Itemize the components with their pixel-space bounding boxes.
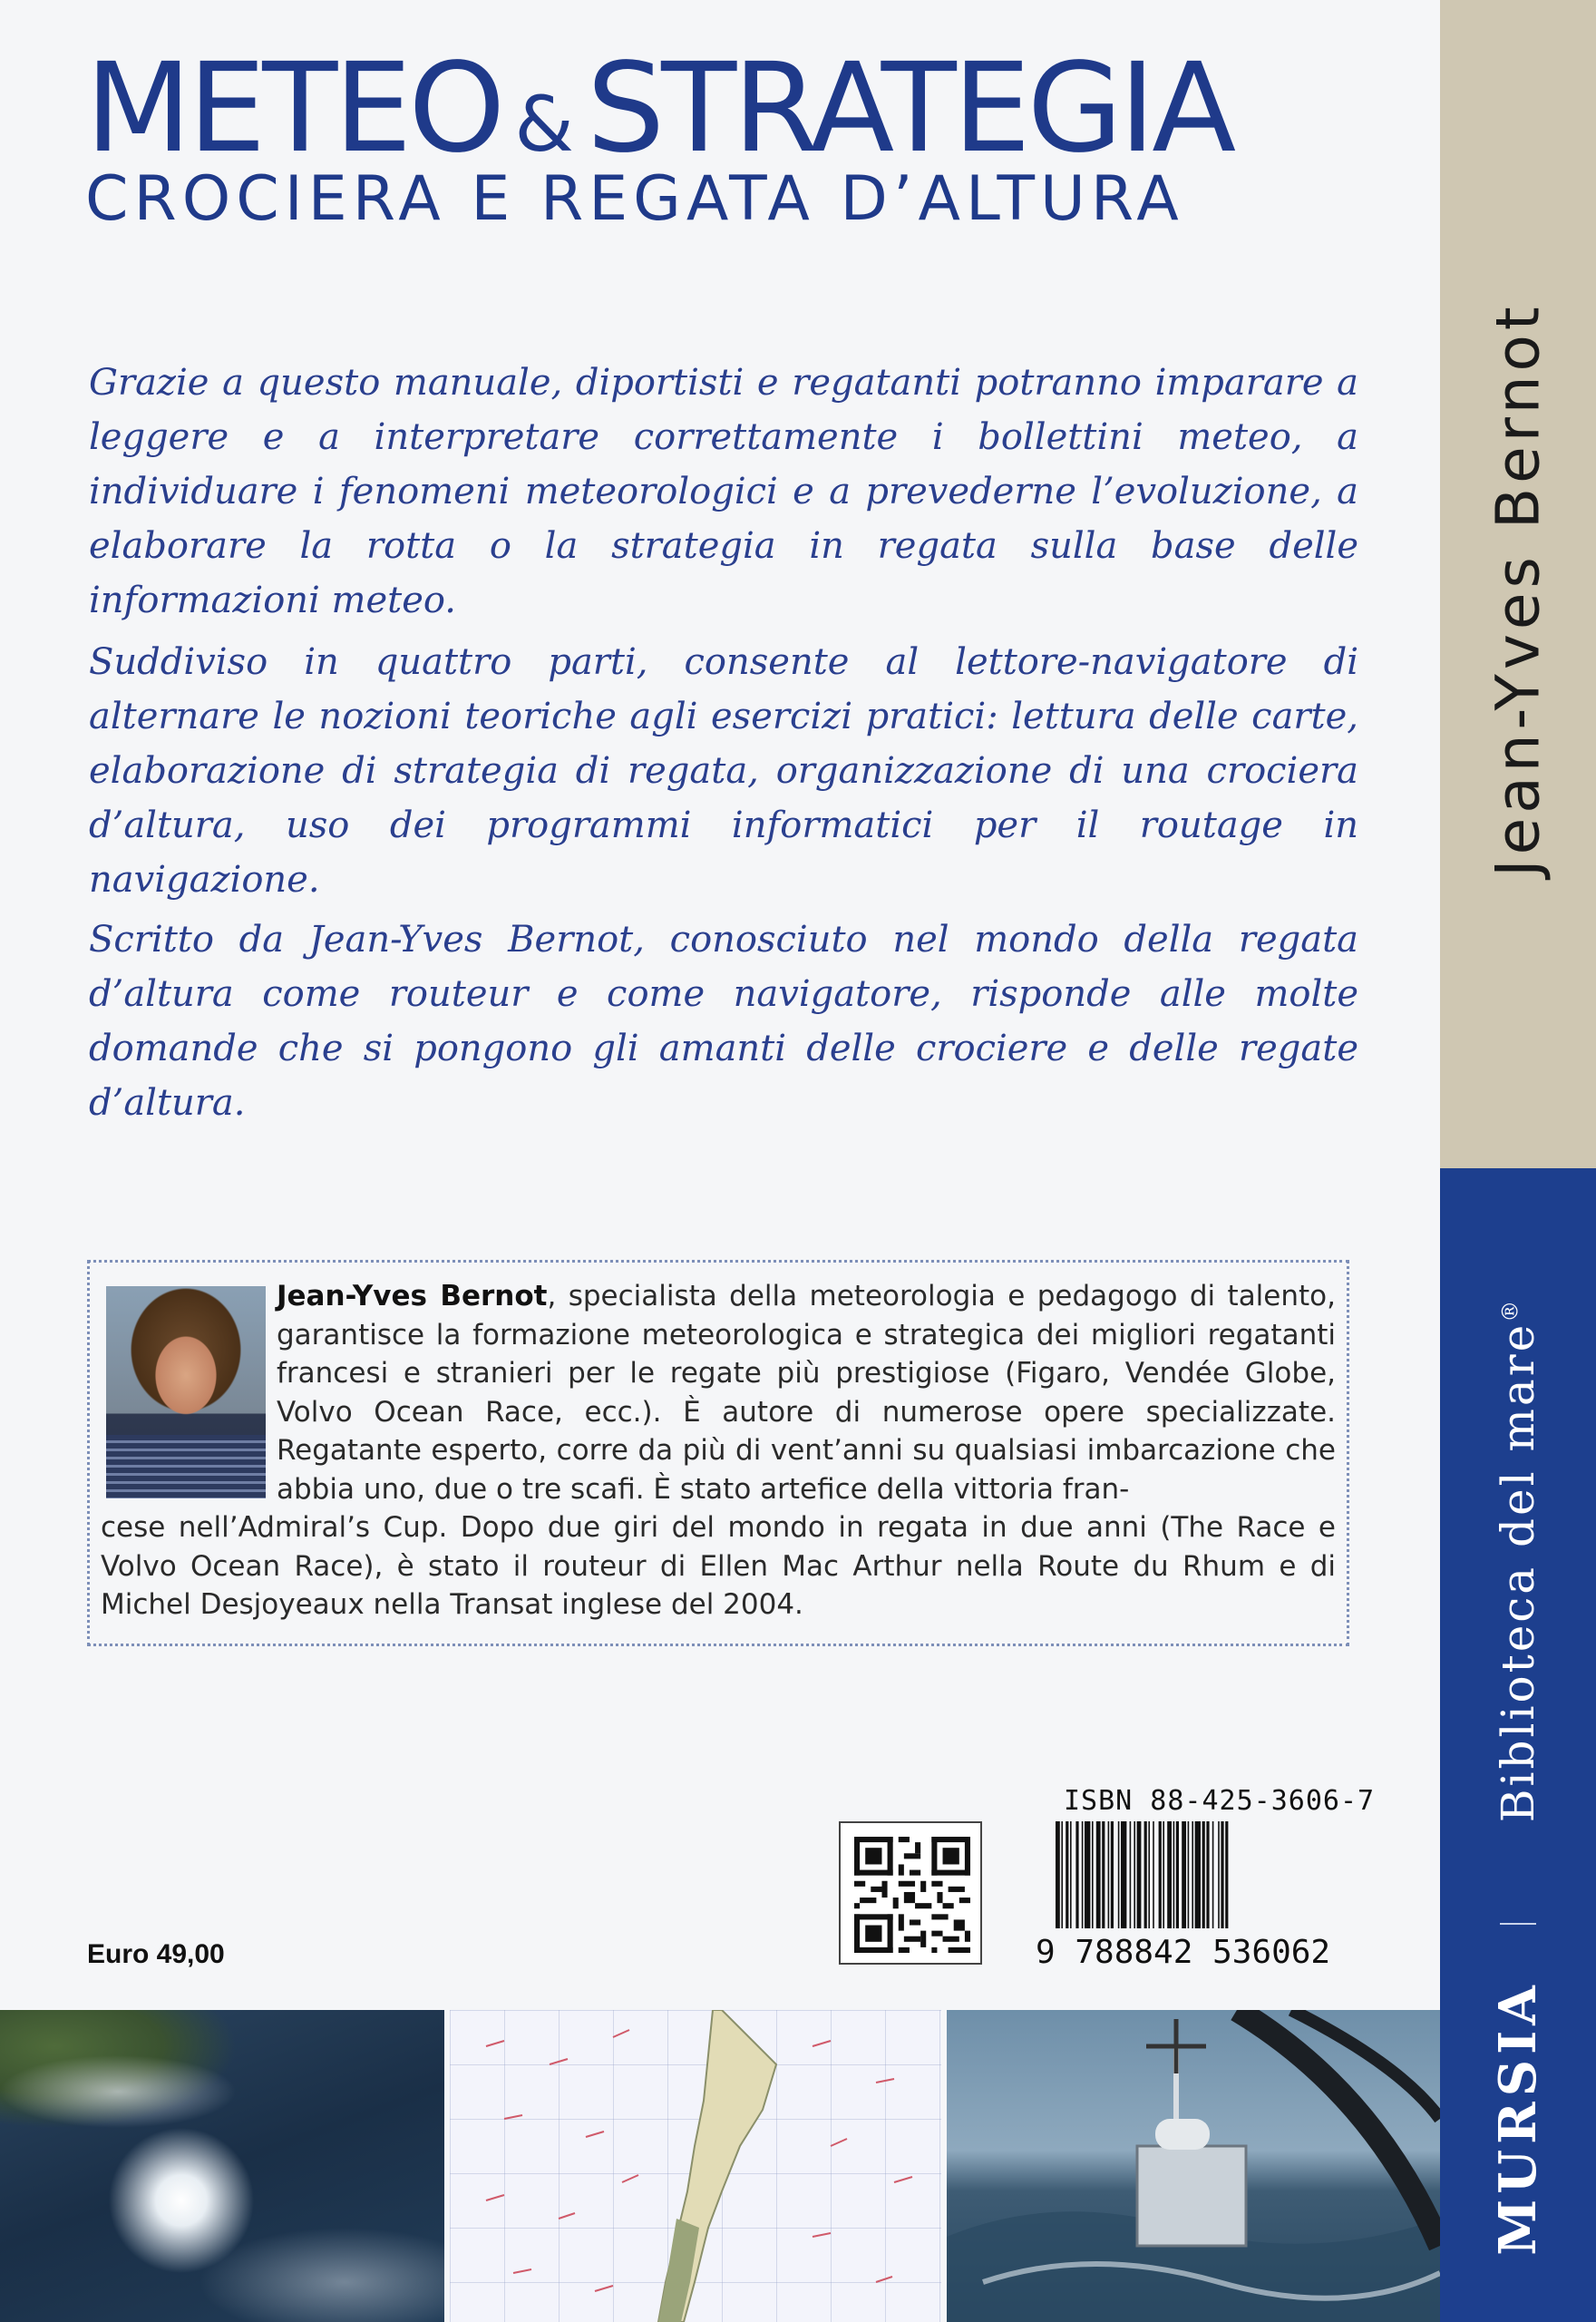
price-label: Euro 49,00: [87, 1939, 225, 1969]
weather-chart-graphic: [450, 2010, 941, 2322]
sailboat-graphic: [947, 2010, 1440, 2322]
ean-digits: 9 788842 536062: [1036, 1934, 1331, 1971]
registered-mark: ®: [1497, 1297, 1523, 1322]
title-word-strategia: STRATEGIA: [586, 37, 1233, 180]
spine-author: Jean-Yves Bernot: [1483, 302, 1553, 877]
author-photo: [106, 1286, 266, 1498]
spine-series: [1492, 1298, 1544, 1822]
qr-code-icon: [854, 1837, 970, 1953]
spine-series-name: Biblioteca del mare: [1492, 1322, 1544, 1823]
ean-barcode: [1056, 1821, 1348, 1928]
author-bio-part-1: , specialista della meteorologia e pedagogo di talento, garantisce la formazione meteorologica e strategica dei migliori regatanti francesi e stranieri per le regate più prestigiose (Figaro, Vendée Globe, Volvo Ocean Race, ecc.). È autore di numerose opere specializzate. Regatante esperto, corre da più di vent’anni su qualsiasi imbarcazione che abbia uno, due o tre scafi. È stato artefice della vittoria fran-: [277, 1280, 1336, 1506]
blurb-paragraph-3: Scritto da Jean-Yves Bernot, conosciuto nel mondo della regata d’altura come routeur e come navigatore, risponde alle molte domande che si pongono gli amanti delle crociere e delle regate d’altura.: [89, 919, 1358, 1124]
author-bio-part-2: cese nell’Admiral’s Cup. Dopo due giri del mondo in regata in due anni (The Race e Volvo Ocean Race), è stato il routeur di Ellen Mac Arthur nella Route du Rhum e di Michel Desjoyeaux nella Transat inglese del 2004.: [101, 1511, 1336, 1621]
author-name: Jean-Yves Bernot: [277, 1280, 548, 1312]
book-title: [85, 37, 1233, 180]
book-subtitle: CROCIERA E REGATA D’ALTURA: [85, 163, 1184, 235]
title-ampersand: &: [514, 80, 574, 169]
author-bio-text: [101, 1277, 1336, 1624]
qr-code: [839, 1821, 982, 1965]
title-word-meteo: METEO: [85, 37, 502, 180]
blurb-paragraph-1: Grazie a questo manuale, diportisti e regatanti potranno imparare a leggere e a interpretare correttamente i bollettini meteo, a individuare i fenomeni meteorologici e a prevederne l’evoluzione, a elaborare la rotta o la strategia in regata sulla base delle informazioni meteo.: [89, 362, 1358, 621]
isbn-label: ISBN 88-425-3606-7: [1064, 1785, 1376, 1817]
spine-divider: [1500, 1923, 1536, 1925]
photo-sailboat-deck: [947, 2010, 1440, 2322]
photo-satellite-hurricane: [0, 2010, 444, 2322]
photo-weather-chart: [450, 2010, 941, 2322]
spine-publisher: MURSIA: [1488, 1980, 1548, 2256]
author-bio-box: [87, 1260, 1349, 1646]
blurb-paragraph-2: Suddiviso in quattro parti, consente al lettore-navigatore di alternare le nozioni teoriche agli esercizi pratici: lettura delle carte, elaborazione di strategia di regata, organizzazione di una crociera d’altura, uso dei programmi informatici per il routage in navigazione.: [89, 641, 1358, 901]
